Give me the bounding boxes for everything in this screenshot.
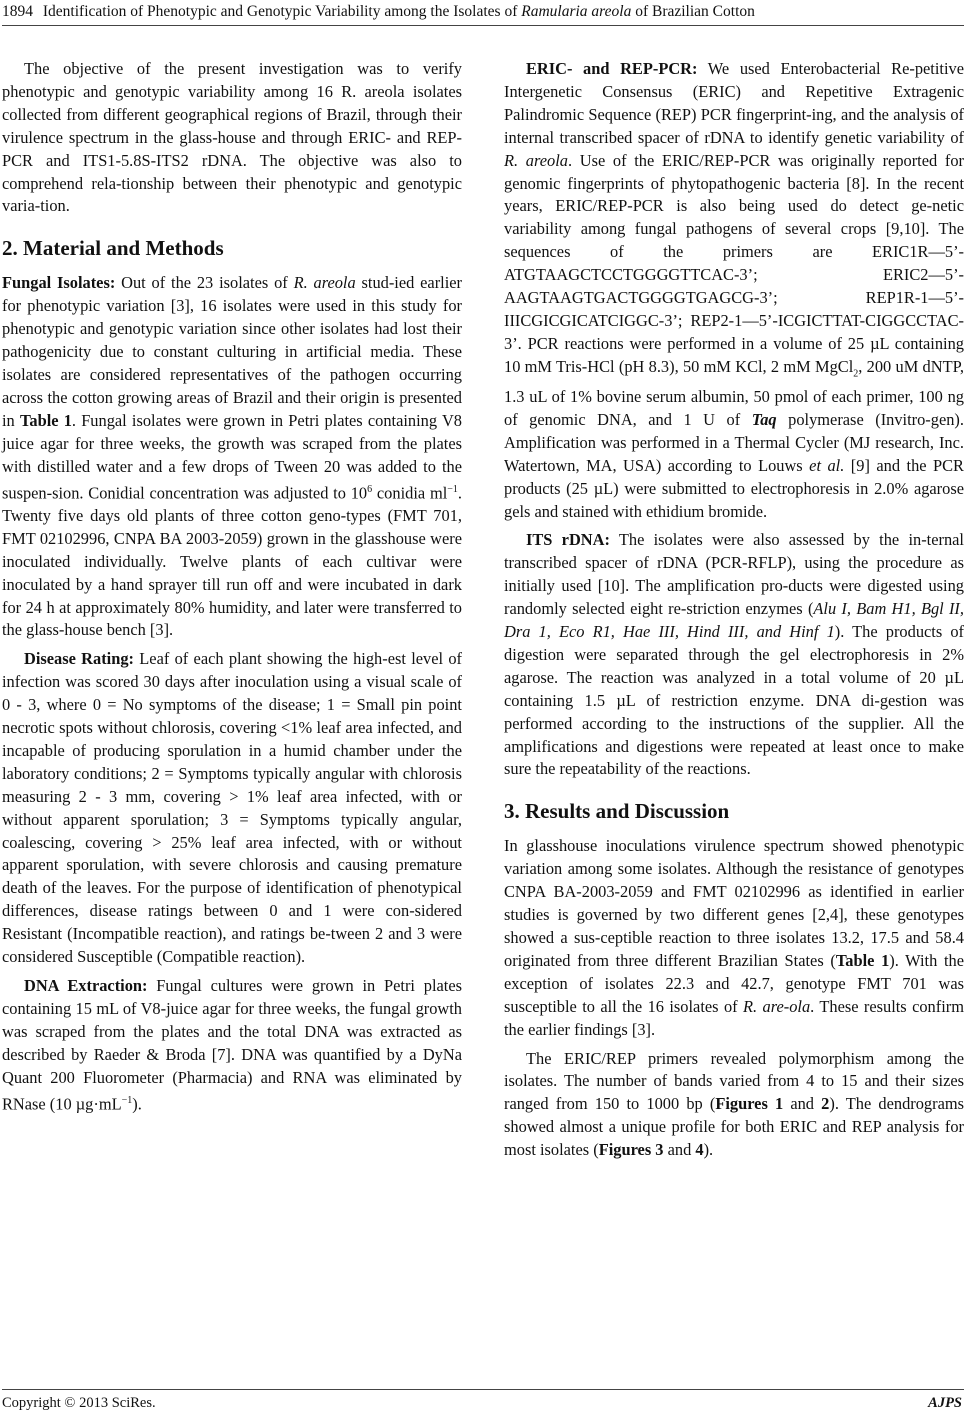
footer-rule xyxy=(2,1389,964,1390)
eric-rep-paragraph: ERIC- and REP-PCR: We used Enterobacterial Re-petitive Intergenetic Consensus (ERIC) and Repetitive Extragenic Palindromic Sequence (REP) PCR fingerprint-ing, and the analysis of internal transcribed spacer of rDNA to identify genetic variability of R. areola. Use of the ERIC/REP-PCR was originally reported for genomic fingerprints of phytopathogenic bacteria [8]. In the recent years, ERIC/REP-PCR is also being used do detect ge-netic variability among fungal pathogens of several crops [9,10]. The sequences of the primers are ERIC1R—5’-ATGTAAGCTCCTGGGGTTCAC-3’; ERIC2—5’-AAGTAAGTGACTGGGGTGAGCG-3’; REP1R-1—5’-IIICGICGICATCIGGC-3’; REP2-1—5’-ICGICTTAT-CIGGCCTAC-3’. PCR reactions were performed in a volume of 25 µL containing 10 mM Tris-HCl (pH 8.3), 50 mM KCl, 2 mM MgCl$_2$, 200 uM dNTP, 1.3 uL of 1% bovine serum albumin, 50 pmol of each primer, 100 ng of genomic DNA, and 1 U of Taq polymerase (Invitro-gen). Amplification was performed in a Thermal Cycler (MJ research, Inc. Watertown, MA, USA) according to Louws et al. [9] and the PCR products (25 µL) were submitted to electrophoresis in 2.0% agarose gels and stained with ethidium bromide. xyxy=(504,59,964,521)
right-column xyxy=(504,58,964,1168)
dna-extraction-paragraph: DNA Extraction: Fungal cultures were grown in Petri plates containing 15 mL of V8-juice agar for three weeks, the fungal growth was scraped from the plates and the total DNA was extracted as described by Raeder & Broda [7]. DNA was quantified by a DyNa Quant 200 Fluorometer (Pharmacia) and RNA was eliminated by RNase (10 $\mu g\cdot mL^{-1}$). xyxy=(2,976,462,1113)
fungal-isolates-paragraph: Fungal Isolates: Out of the 23 isolates of R. areola stud-ied earlier for phenotypic variation [3], 16 isolates were used in this study for phenotypic and genotypic variation since other isolates had lost their pathogenicity due to constant culturing in artificial media. These isolates are considered representatives of the pathogen occurring across the cotton growing areas of Brazil and their origin is presented in Table 1. Fungal isolates were grown in Petri plates containing V8 juice agar for three weeks, the growth was scraped from the plates with distilled water and a few drops of Tween 20 was added to the suspen-sion. Conidial concentration was adjusted to $10^6$ conidia $ml^{-1}$. Twenty five days old plants of three cotton geno-types (FMT 701, FMT 02102996, CNPA BA 2003-2059) grown in the glasshouse were inoculated individually. Twelve plants of each cultivar were inoculated by a hand sprayer till run off and were incubated in dark for 24 h at approximately 80% humidity, and later were transferred to the glass-house bench [3]. xyxy=(2,273,462,640)
section-heading-results: 3. Results and Discussion xyxy=(504,799,730,824)
section-heading-methods: 2. Material and Methods xyxy=(2,236,224,261)
header-rule xyxy=(2,25,964,26)
running-header xyxy=(2,2,962,22)
intro-paragraph: The objective of the present investigation was to verify phenotypic and genotypic variability among 16 R. areola isolates collected from different geographical regions of Brazil, through their virulence spectrum in the glass-house and through ERIC- and REP-PCR and ITS1-5.8S-ITS2 rDNA. The objective was also to comprehend rela-tionship between their phenotypic and genotypic varia-tion. xyxy=(2,59,462,216)
copyright-notice: Copyright © 2013 SciRes. xyxy=(2,1395,156,1411)
running-title: Identification of Phenotypic and Genotypic Variability among the Isolates of Ramularia areola of Brazilian Cotton xyxy=(42,3,755,20)
results-paragraph-1: In glasshouse inoculations virulence spectrum showed phenotypic variation among some isolates. Although the resistance of genotypes CNPA BA-2003-2059 and FMT 02102996 as identified in earlier studies is governed by two different genes [2,4], these genotypes showed a sus-ceptible reaction to three isolates 13.2, 17.5 and 58.4 originated from three different Brazilian States (Table 1). With the exception of isolates 22.3 and 42.7, genotype FMT 701 was susceptible to all the 16 isolates of R. are-ola. These results confirm the earlier findings [3]. xyxy=(504,836,964,1039)
results-paragraph-2: The ERIC/REP primers revealed polymorphism among the isolates. The number of bands varied from 4 to 15 and their sizes ranged from 150 to 1000 bp (Figures 1 and 2). The dendrograms showed almost a unique profile for both ERIC and REP analysis for most isolates (Figures 3 and 4). xyxy=(504,1048,964,1160)
journal-abbrev: AJPS xyxy=(928,1395,962,1411)
disease-rating-paragraph: Disease Rating: Leaf of each plant showing the high-est level of infection was scored 30 days after inoculation using a visual scale of 0 - 3, where 0 = No symptoms of the disease; 1 = Small pin point necrotic spots without chlorosis, covering <1% leaf area infected, and incapable of producing sporulation in a humid chamber under the laboratory conditions; 2 = Symptoms typically angular with chlorosis measuring 2 - 3 mm, covering > 1% leaf area infected, with or without apparent sporulation; 3 = Symptoms typically angular, coalescing, covering > 25% leaf area infected, with or without apparent sporulation, with severe chlorosis and causing premature death of the leaves. For the purpose of identification of phenotypical differences, disease ratings between 0 and 1 were con-sidered Resistant (Incompatible reaction), and ratings be-tween 2 and 3 were considered Susceptible (Compatible reaction). xyxy=(2,649,462,967)
its-rdna-paragraph: ITS rDNA: The isolates were also assessed by the in-ternal transcribed spacer of rDNA (PCR-RFLP), using the procedure as initially used [10]. The amplification pro-ducts were digested using randomly selected eight re-striction enzymes (Alu I, Bam H1, Bgl II, Dra 1, Eco R1, Hae III, Hind III, and Hinf 1). The products of digestion were separated through the gel electrophoresis in 2% agarose. The reaction was analyzed in a total volume of 20 µL containing 1.5 µL of restriction enzyme. DNA di-gestion was performed according to the instructions of the supplier. All the amplifications and digestions were repeated at least once to make sure the repeatability of the reactions. xyxy=(504,530,965,779)
left-column xyxy=(2,58,462,1122)
page-number: 1894 xyxy=(2,3,33,20)
